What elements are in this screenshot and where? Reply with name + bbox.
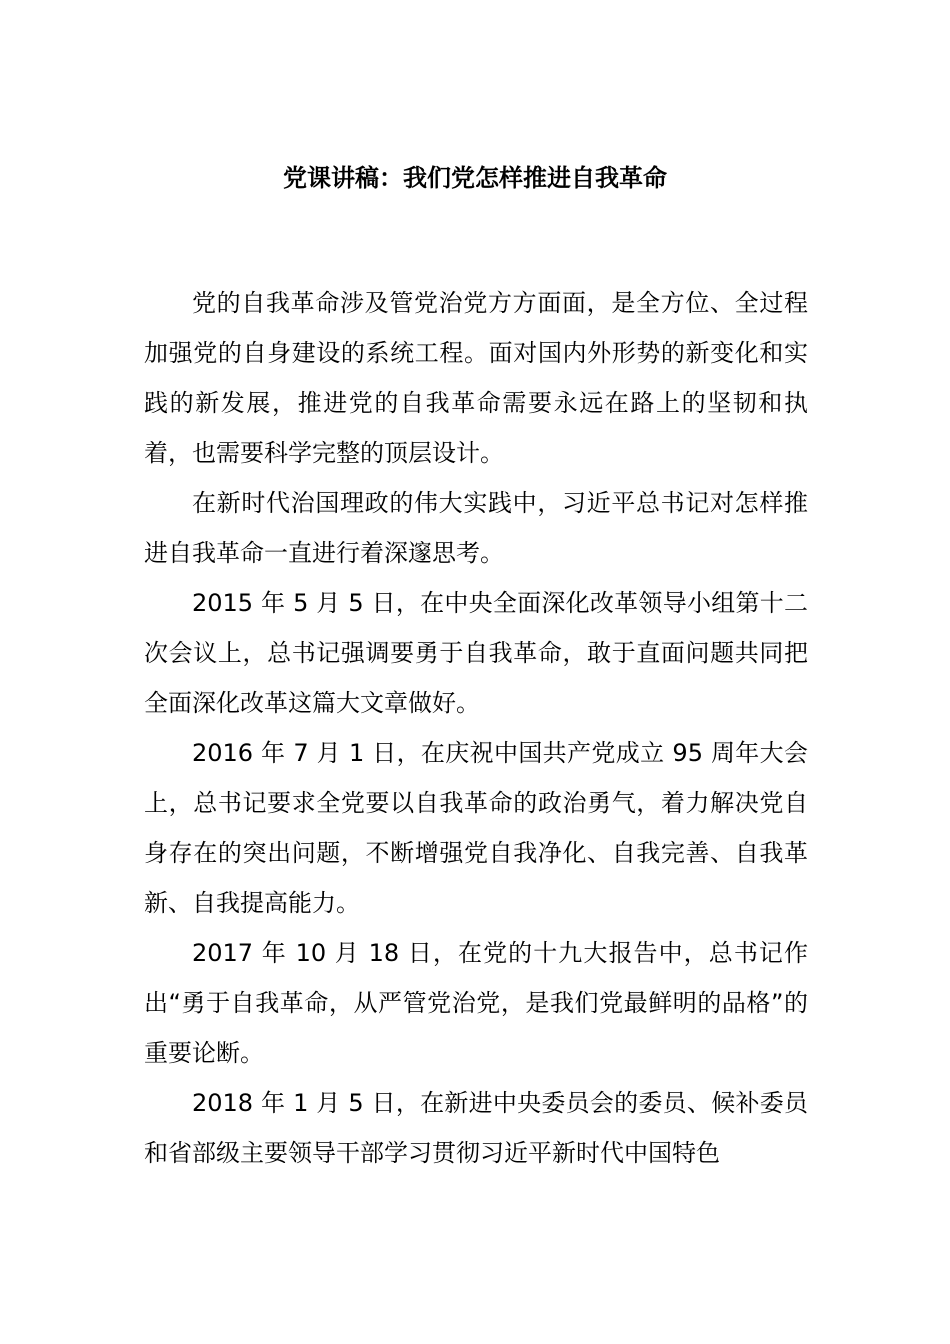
paragraph: 2016 年 7 月 1 日，在庆祝中国共产党成立 95 周年大会上，总书记要求全党要以自我革命的政治勇气，着力解决党自身存在的突出问题，不断增强党自我净化、自我完善、自我革新、自我提高能力。 xyxy=(144,739,808,917)
paragraph: 在新时代治国理政的伟大实践中，习近平总书记对怎样推进自我革命一直进行着深邃思考。 xyxy=(144,489,808,567)
document-body xyxy=(144,278,808,1178)
document-title: 党课讲稿：我们党怎样推进自我革命 xyxy=(283,164,667,192)
paragraph: 党的自我革命涉及管党治党方方面面，是全方位、全过程加强党的自身建设的系统工程。面对国内外形势的新变化和实践的新发展，推进党的自我革命需要永远在路上的坚韧和执着，也需要科学完整的顶层设计。 xyxy=(144,289,808,467)
paragraph: 2015 年 5 月 5 日，在中央全面深化改革领导小组第十二次会议上，总书记强调要勇于自我革命，敢于直面问题共同把全面深化改革这篇大文章做好。 xyxy=(144,589,808,717)
paragraph: 2018 年 1 月 5 日，在新进中央委员会的委员、候补委员和省部级主要领导干部学习贯彻习近平新时代中国特色 xyxy=(144,1089,808,1167)
paragraph: 2017 年 10 月 18 日，在党的十九大报告中，总书记作出“勇于自我革命，从严管党治党，是我们党最鲜明的品格”的重要论断。 xyxy=(144,939,808,1067)
